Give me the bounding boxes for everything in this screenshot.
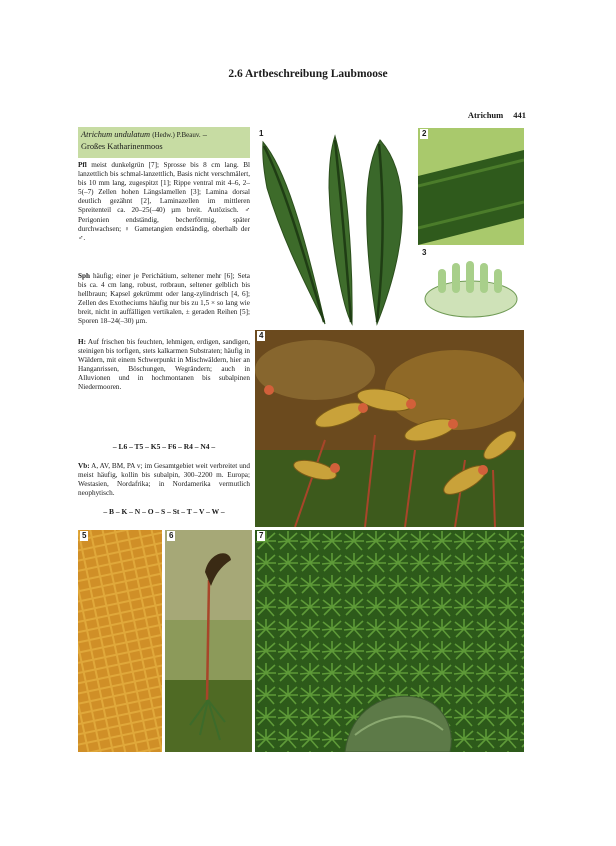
sporophyte-description xyxy=(78,272,250,327)
figure-1-leaves xyxy=(255,128,415,326)
figure-6-label: 6 xyxy=(169,531,174,540)
sporophyte-illustration xyxy=(165,530,252,752)
figure-4-capsules xyxy=(255,330,524,527)
leaf-margin-illustration xyxy=(418,128,524,245)
figure-2-label: 2 xyxy=(422,129,427,138)
h-label: H: xyxy=(78,338,86,346)
figure-3-label: 3 xyxy=(422,248,427,257)
pfl-body: meist dunkelgrün [7]; Sprosse bis 8 cm lang. Bl lanzettlich bis schmal-lanzettlich, Basis nicht verschmälert, bis 10 mm lang, zugespitzt [1]; Rippe ventral mit 4–6, 2–5(–7) Zellen hohen Längslamellen [3]; Lamina dorsal deutlich gezähnt [2], Laminazellen im mittleren Spreitenteil ca. 20–25(–40) µm breit. Autözisch. ♂ Perigonien endständig, becherförmig, später durchwachsen; ♀ Gametangien endständig, oberhalb der ♂. xyxy=(78,161,250,242)
h-body: Auf frischen bis feuchten, lehmigen, erdigen, sandigen, steinigen bis torfigen, stets kalkarmen Substraten; häufig in Wäldern, mit einem Schwerpunkt in Mischwäldern, hier an Hanganrissen, Böschungen, Wegrändern; auch in Alluvionen und in hochmontanen bis subalpinen Niedermooren. xyxy=(78,338,251,392)
pfl-label: Pfl xyxy=(78,161,87,169)
figure-7-label: 7 xyxy=(259,531,264,540)
distribution-description xyxy=(78,462,250,498)
cross-section-illustration xyxy=(418,247,524,326)
figure-2-leaf-margin xyxy=(418,128,524,245)
species-heading-box xyxy=(78,127,250,158)
figure-6-sporophyte xyxy=(165,530,252,752)
figure-5-exothecium xyxy=(78,530,162,752)
capsules-illustration xyxy=(255,330,524,527)
genus-name: Atrichum xyxy=(467,110,504,120)
leaves-illustration xyxy=(255,128,415,326)
vb-body: A, AV, BM, PA v; im Gesamtgebiet weit verbreitet und meist häufig, kollin bis subalpin, 300–2200 m. Europa; Westasien, Nordafrika; in Nordamerika vermutlich neophytisch. xyxy=(78,462,250,498)
exothecium-illustration xyxy=(78,530,162,752)
figure-3-cross-section xyxy=(418,247,524,326)
vb-label: Vb: xyxy=(78,462,90,470)
section-title: 2.6 Artbeschreibung Laubmoose xyxy=(228,68,388,80)
species-scientific-name: Atrichum undulatum xyxy=(81,130,151,139)
figure-4-label: 4 xyxy=(259,331,264,340)
species-common-name: Großes Katharinenmoos xyxy=(81,142,163,151)
running-head xyxy=(420,110,526,120)
habitat-description xyxy=(78,338,250,393)
indicator-values: – L6 – T5 – K5 – F6 – R4 – N4 – xyxy=(112,442,216,451)
figure-5-label: 5 xyxy=(82,531,87,540)
region-list: – B – K – N – O – S – St – T – V – W – xyxy=(103,507,225,516)
heading-dash: – xyxy=(202,130,207,139)
moss-cushion-illustration xyxy=(255,530,524,752)
figure-1-label: 1 xyxy=(259,129,264,138)
page-number: 441 xyxy=(513,110,526,120)
figure-7-moss-cushion xyxy=(255,530,524,752)
species-author: (Hedw.) P.Beauv. xyxy=(152,131,201,139)
sph-body: häufig; einer je Perichätium, seltener mehr [6]; Seta bis ca. 4 cm lang, robust, rotbraun, seltener gelblich bis hellbraun; Kapsel gekrümmt oder lang-zylindrisch [4, 6]; Zellen des Exotheciums häufig nur bis zu 1,5 × so lang wie breit, nicht in auffälligen vertikalen, ± geraden Reihen [5]; Sporen 18–24(–30) µm. xyxy=(78,272,251,326)
plant-description xyxy=(78,161,250,243)
sph-label: Sph xyxy=(78,272,90,280)
